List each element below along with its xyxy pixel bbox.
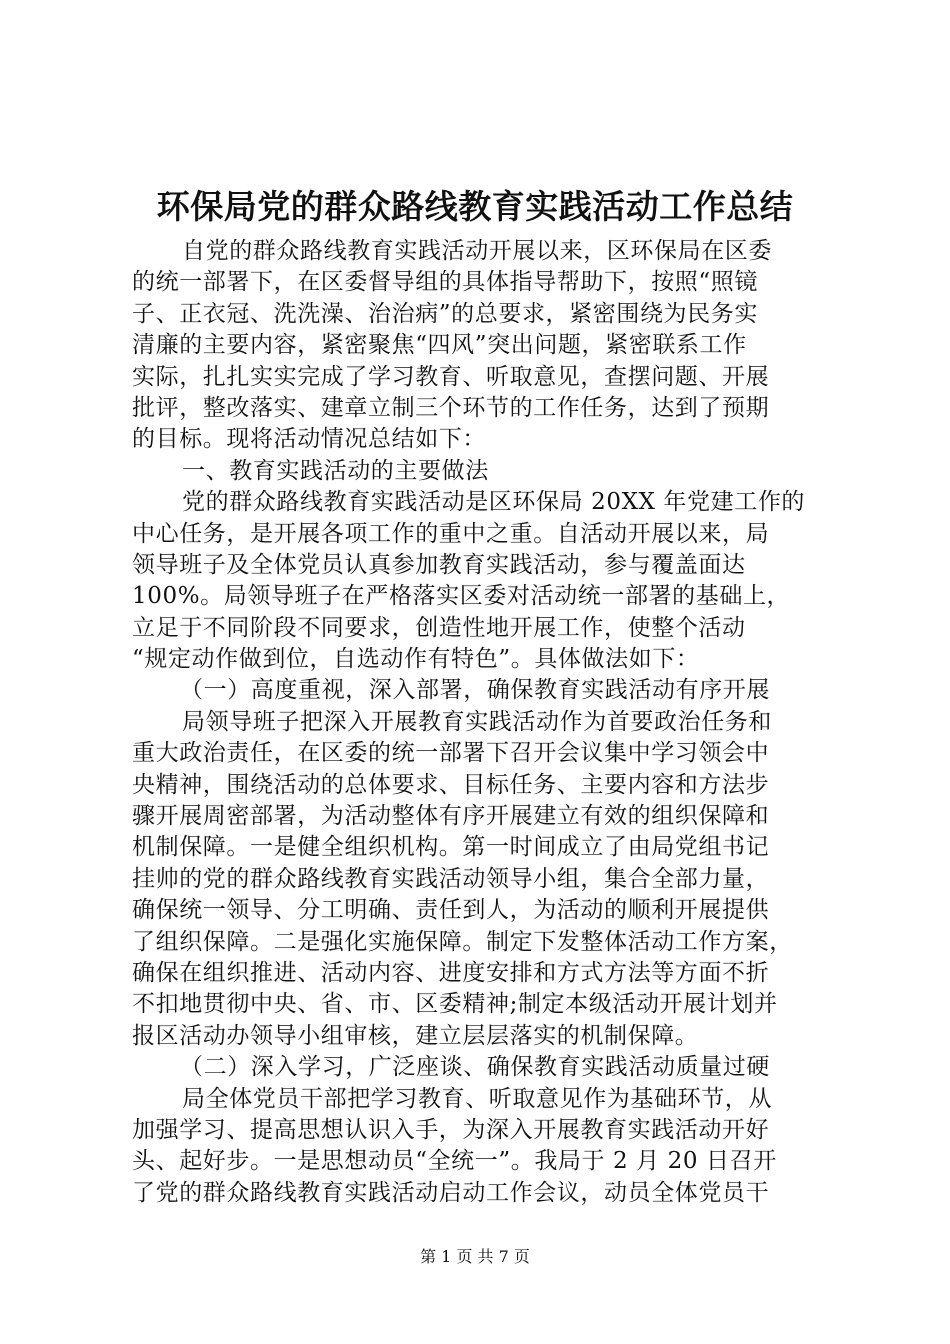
paragraph-line: 重大政治责任，在区委的统一部署下召开会议集中学习领会中 bbox=[132, 740, 770, 767]
paragraph-line: 中心任务，是开展各项工作的重中之重。自活动开展以来，局 bbox=[132, 520, 770, 547]
subsection-heading: （一）高度重视，深入部署，确保教育实践活动有序开展 bbox=[180, 677, 770, 704]
paragraph-line: 确保在组织推进、活动内容、进度安排和方式方法等方面不折 bbox=[132, 959, 770, 986]
paragraph-line: 清廉的主要内容，紧密聚焦“四风”突出问题，紧密联系工作 bbox=[132, 332, 747, 359]
paragraph-line: 加强学习、提高思想认识入手，为深入开展教育实践活动开好 bbox=[132, 1116, 770, 1143]
paragraph-line: 的统一部署下，在区委督导组的具体指导帮助下，按照“照镜 bbox=[132, 269, 758, 296]
paragraph-line: 党的群众路线教育实践活动是区环保局 20XX 年党建工作的 bbox=[182, 489, 806, 516]
document-body bbox=[132, 236, 828, 1209]
paragraph-line: 机制保障。一是健全组织机构。第一时间成立了由局党组书记 bbox=[132, 834, 770, 861]
paragraph-line: 头、起好步。一是思想动员“全统一”。我局于 2 月 20 日召开 bbox=[132, 1148, 777, 1175]
paragraph-line: 100%。局领导班子在严格落实区委对活动统一部署的基础上， bbox=[132, 583, 791, 610]
subsection-heading: （二）深入学习，广泛座谈、确保教育实践活动质量过硬 bbox=[180, 1054, 770, 1081]
paragraph-line: 确保统一领导、分工明确、责任到人，为活动的顺利开展提供 bbox=[132, 897, 770, 924]
paragraph-line: 的目标。现将活动情况总结如下： bbox=[132, 426, 486, 453]
paragraph-line: 局全体党员干部把学习教育、听取意见作为基础环节，从 bbox=[182, 1085, 772, 1112]
paragraph-line: 挂帅的党的群众路线教育实践活动领导小组，集合全部力量， bbox=[132, 865, 770, 892]
paragraph-line: 自党的群众路线教育实践活动开展以来，区环保局在区委 bbox=[182, 238, 772, 264]
paragraph-line: 批评，整改落实、建章立制三个环节的工作任务，达到了预期 bbox=[132, 394, 770, 421]
paragraph-line: 了党的群众路线教育实践活动启动工作会议，动员全体党员干 bbox=[132, 1179, 770, 1206]
paragraph-line: 子、正衣冠、洗洗澡、治治病”的总要求，紧密围绕为民务实 bbox=[132, 300, 758, 327]
paragraph-line: 实际，扎扎实实完成了学习教育、听取意见，查摆问题、开展 bbox=[132, 363, 770, 390]
page-footer: 第 1 页 共 7 页 bbox=[420, 1247, 530, 1266]
paragraph-line: 骤开展周密部署，为活动整体有序开展建立有效的组织保障和 bbox=[132, 803, 770, 830]
paragraph-line: 不扣地贯彻中央、省、市、区委精神;制定本级活动开展计划并 bbox=[132, 991, 778, 1018]
document-title: 环保局党的群众路线教育实践活动工作总结 bbox=[156, 187, 794, 226]
paragraph-line: 立足于不同阶段不同要求，创造性地开展工作，使整个活动 bbox=[132, 614, 746, 641]
paragraph-line: 领导班子及全体党员认真参加教育实践活动，参与覆盖面达 bbox=[132, 551, 746, 578]
paragraph-line: 报区活动办领导小组审核，建立层层落实的机制保障。 bbox=[132, 1022, 699, 1049]
paragraph-line: “规定动作做到位，自选动作有特色”。具体做法如下： bbox=[132, 646, 700, 673]
section-heading: 一、教育实践活动的主要做法 bbox=[182, 457, 489, 484]
paragraph-line: 央精神，围绕活动的总体要求、目标任务、主要内容和方法步 bbox=[132, 771, 770, 798]
paragraph-line: 局领导班子把深入开展教育实践活动作为首要政治任务和 bbox=[182, 708, 772, 735]
paragraph-line: 了组织保障。二是强化实施保障。制定下发整体活动工作方案， bbox=[132, 928, 793, 955]
